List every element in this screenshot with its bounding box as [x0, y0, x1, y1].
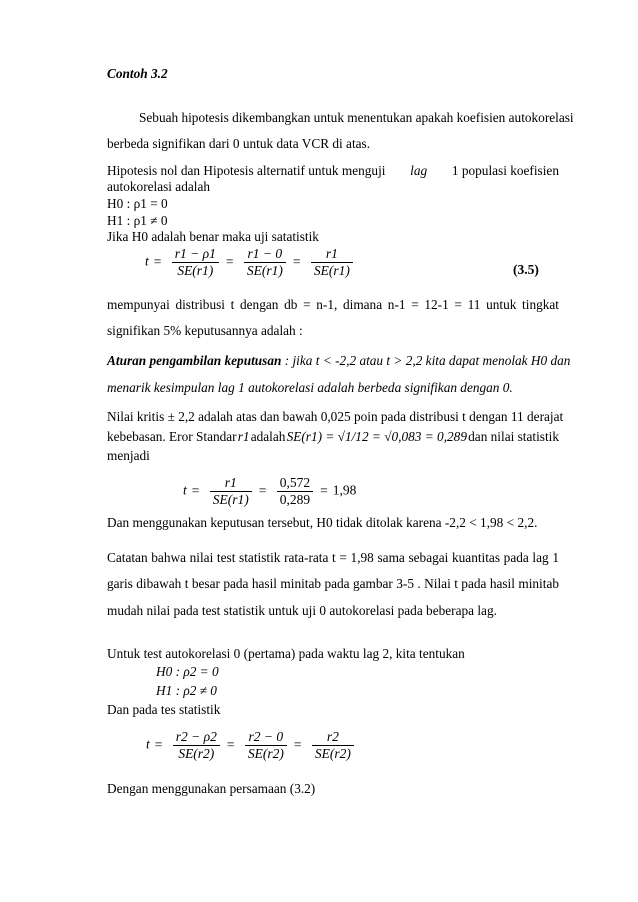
decision-rule-line1 [107, 353, 571, 369]
para4-line1: Nilai kritis ± 2,2 adalah atas dan bawah 0,025 poin pada distribusi t dengan 11 derajat [107, 409, 564, 424]
eq-t-result: 1,98 [332, 482, 357, 498]
eq-fraction-2: $\frac{r1 - 0}{SE(r1)}$ [244, 246, 286, 279]
equation-3-5: t = $\frac{r1 - \rho 1}{SE(r1)}$ = $\frac{r1 - 0}{SE(r1)}$ = $\frac{r1}{SE(r1)}$ [145, 246, 355, 279]
r1-symbol: r1 [237, 429, 250, 444]
decision-rule-label: Aturan pengambilan keputusan [107, 353, 282, 368]
se-equation: SE(r1) = √1/12 = √0,083 = 0,289 [286, 429, 467, 444]
para7-line4: Dan pada tes statistik [107, 702, 221, 717]
para6-line3: mudah nilai pada test statistik untuk uji 0 autokorelasi pada beberapa lag. [107, 603, 497, 618]
lag2-h0: H0 : ρ2 = 0 [156, 664, 219, 679]
para4-line2 [107, 429, 559, 445]
para6-line1: Catatan bahwa nilai test statistik rata-rata t = 1,98 sama sebagai kuantitas pada lag 1 [107, 550, 559, 565]
para2-line1-text: Hipotesis nol dan Hipotesis alternatif untuk menguji [107, 163, 386, 178]
eq-lag2-fraction-3: $\frac{r2}{SE(r2)}$ [312, 729, 354, 762]
para2-line1-text-b: 1 populasi koefisien [451, 163, 559, 178]
equation-number: (3.5) [513, 262, 539, 277]
para4-line3: menjadi [107, 448, 150, 463]
lag2-h1: H1 : ρ2 ≠ 0 [156, 683, 217, 698]
eq-t-fraction-1: $\frac{r1}{SE(r1)}$ [210, 475, 252, 508]
para3-line1: mempunyai distribusi t dengan db = n-1, dimana n-1 = 12-1 = 11 untuk tingkat [107, 297, 559, 312]
example-title: Contoh 3.2 [107, 66, 168, 81]
para7-line1: Untuk test autokorelasi 0 (pertama) pada waktu lag 2, kita tentukan [107, 646, 465, 661]
hypothesis-h1: H1 : ρ1 ≠ 0 [107, 213, 168, 228]
equation-lag2: t = $\frac{r2 - \rho 2}{SE(r2)}$ = $\frac{r2 - 0}{SE(r2)}$ = $\frac{r2}{SE(r2)}$ [146, 729, 356, 762]
eq-lag2-lhs: t [146, 736, 150, 752]
equation-t-value: t = $\frac{r1}{SE(r1)}$ = $\frac{0,572}{0,289}$ = 1,98 [183, 475, 357, 507]
eq-fraction-3: $\frac{r1}{SE(r1)}$ [311, 246, 353, 279]
para2-line2: autokorelasi adalah [107, 179, 211, 194]
decision-rule-text: : jika t < -2,2 atau t > 2,2 kita dapat menolak H0 dan [284, 353, 571, 368]
eq-t-fraction-2: $\frac{0,572}{0,289}$ [277, 475, 313, 508]
para3-line2: signifikan 5% keputusannya adalah : [107, 323, 303, 338]
eq-lag2-fraction-1: $\frac{r2 - \rho 2}{SE(r2)}$ [173, 729, 220, 762]
lag-term: lag [410, 163, 428, 178]
eq-t-lhs: t [183, 482, 187, 498]
eq-fraction-1: $\frac{r1 - \rho 1}{SE(r1)}$ [172, 246, 219, 279]
para8: Dengan menggunakan persamaan (3.2) [107, 781, 316, 796]
para5: Dan menggunakan keputusan tersebut, H0 tidak ditolak karena -2,2 < 1,98 < 2,2. [107, 515, 538, 530]
para2-line1 [107, 163, 559, 179]
hypothesis-h0: H0 : ρ1 = 0 [107, 196, 168, 211]
para4-text-c: dan nilai statistik [468, 429, 559, 444]
para4-text-a: kebebasan. Eror Standar [107, 429, 237, 444]
eq-lhs: t [145, 253, 149, 269]
para4-text-b: adalah [250, 429, 286, 444]
eq-lag2-fraction-2: $\frac{r2 - 0}{SE(r2)}$ [245, 729, 287, 762]
para1-line1: Sebuah hipotesis dikembangkan untuk menentukan apakah koefisien autokorelasi [139, 110, 574, 125]
decision-rule-line2: menarik kesimpulan lag 1 autokorelasi adalah berbeda signifikan dengan 0. [107, 380, 513, 395]
para6-line2: garis dibawah t besar pada hasil minitab pada gambar 3-5 . Nilai t pada hasil minitab [107, 576, 559, 591]
para2-line5: Jika H0 adalah benar maka uji satatistik [107, 229, 319, 244]
para1-line2: berbeda signifikan dari 0 untuk data VCR di atas. [107, 136, 371, 151]
